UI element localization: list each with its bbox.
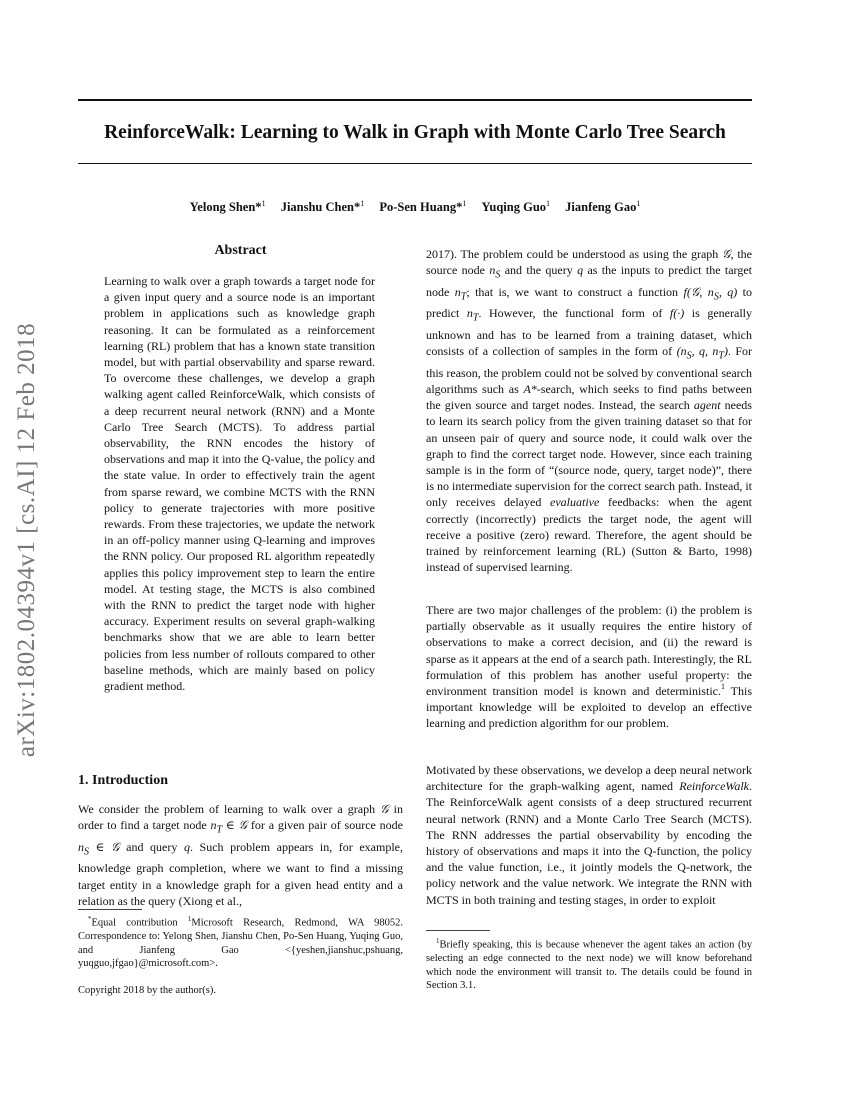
abstract-heading: Abstract [214, 243, 267, 258]
abstract-body [104, 273, 375, 694]
abstract-text: Learning to walk over a graph towards a target node for a given input query and a source node is an important problem in applications such as knowledge graph reasoning. It can be formulated as a reinforcement learning (RL) problem that has a known state transition model, but with partial observability and sparse reward. To overcome these challenges, we develop a graph walking agent called ReinforceWalk, which consists of a deep recurrent neural network (RNN) and a Monte Carlo Tree Search (MCTS). To address partial observability, the RNN encodes the history of observations and map it into the Q-value, the policy and the state value. In order to effectively train the agent from sparse reward, we combine MCTS with the RNN policy to generate trajectories with more positive rewards. From these trajectories, we update the network in an off-policy manner using Q-learning and improves the RNN policy. Our proposed RL algorithm repeatedly applies this policy improvement step to learn the entire model. At testing stage, the MCTS is also combined with the RNN to predict the target node with higher accuracy. Experiment results on several graph-walking benchmarks show that we are able to learn better policies from less number of rollouts compared to other baseline methods, which are mainly based on policy gradient method. [104, 274, 375, 694]
author: Jianshu Chen*$^1$ [280, 199, 365, 214]
author: Jianfeng Gao$^1$ [565, 199, 641, 214]
paper-title: ReinforceWalk: Learning to Walk in Graph with Monte Carlo Tree Search [104, 122, 726, 143]
introduction-paragraph: We consider the problem of learning to walk over a graph 𝒢 in order to find a target node $n_T$ ∈ 𝒢 for a given pair of source node $n_S$ ∈ 𝒢 and query q. Such problem appears in, for example, knowledge graph completion, where we want to find a missing target entity in a knowledge graph for a given head entity and a relation as the query (Xiong et al., [78, 802, 404, 908]
introduction-heading: 1. Introduction [78, 773, 168, 788]
footnote-right: $^1$Briefly speaking, this is because whenever the agent takes an action (by selecting an edge connected to the next node) we will know beforehand which node the environment will transit to. The details could be found in Section 3.1. [426, 937, 752, 992]
author-list [78, 199, 752, 215]
footnote-rule-right [426, 930, 490, 931]
author: Po-Sen Huang*$^1$ [379, 199, 467, 214]
author: Yelong Shen*$^1$ [189, 199, 266, 214]
right-column-paragraph-2: There are two major challenges of the problem: (i) the problem is partially observable as it usually requires the entire history of observations to make a correct decision, and (ii) the reward is sparse as it appears at the end of a search path. Interestingly, the RL formulation of this problem has another useful property: the environment transition model is known and deterministic.$^1$ This important knowledge will be exploited to develop an effective learning and prediction algorithm for our problem. [426, 603, 752, 731]
arxiv-identifier: arXiv:1802.04394v1 [cs.AI] 12 Feb 2018 [13, 322, 40, 758]
right-column-paragraph-3: Motivated by these observations, we develop a deep neural network architecture for the graph-walking agent, named ReinforceWalk. The ReinforceWalk agent consists of a deep structured recurrent neural network (RNN) and a Monte Carlo Tree Search (MCTS). The RNN addresses the partial observability by encoding the history of observations and maps it into the Q-function, the policy and the value function, i.e., it jointly models the Q-network, the policy network and the value network. We integrate the RNN with MCTS in both training and testing stages, in order to exploit [426, 763, 752, 907]
footnote-rule-left [78, 909, 142, 910]
author: Yuqing Guo$^1$ [481, 199, 551, 214]
arxiv-sidebar [2, 280, 52, 800]
title-top-rule [78, 99, 752, 101]
copyright-notice: Copyright 2018 by the author(s). [78, 984, 216, 996]
right-column-paragraph-1: 2017). The problem could be understood as using the graph 𝒢, the source node $n_S$ and the query q as the inputs to predict the target node $n_T$; that is, we want to construct a function f(𝒢, $n_S$, q) to predict $n_T$. However, the functional form of f(·) is generally unknown and has to be learned from a training dataset, which consists of a collection of samples in the form of ($n_S$, q, $n_T$). For this reason, the problem could not be solved by conventional search algorithms such as A*-search, which seeks to find paths between the given source and target nodes. Instead, the search agent needs to learn its search policy from the given training dataset so that for an unseen pair of query and source node, it could walk over the graph to find the correct target node. However, since each training sample is in the form of “(source node, query, target node)”, there is no intermediate supervision for the correct search path. Instead, it only receives delayed evaluative feedbacks: when the agent correctly (incorrectly) predicts the target node, the agent will receive a positive (zero) reward. Therefore, the agent should be trained by reinforcement learning (RL) (Sutton & Barto, 1998) instead of supervised learning. [426, 247, 753, 575]
title-bottom-rule [78, 163, 752, 164]
footnotes-left: *Equal contribution $^1$Microsoft Research, Redmond, WA 98052. Correspondence to: Yelong Shen, Jianshu Chen, Po-Sen Huang, Yuqing Guo, and Jianfeng Gao <{yeshen,jianshuc,pshuang, yuqguo,jfgao}@microsoft.com>. Copyright 2018 by the author(s). [78, 915, 404, 996]
